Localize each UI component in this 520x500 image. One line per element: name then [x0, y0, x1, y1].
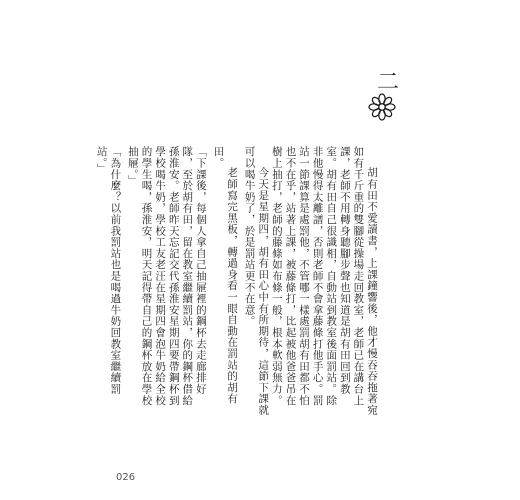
dialogue: 「為什麼？以前我罰站也是喝過牛奶回教室繼續罰站。」: [95, 146, 122, 395]
flower-icon: [367, 92, 397, 122]
page-number: 026: [116, 472, 136, 483]
chapter-number: 二: [377, 70, 400, 95]
dialogue: 「下課後，每個人拿自己抽屜裡的鋼杯去走廊排好隊，至於胡有田，留在教室繼續罰站，你的鋼杯借給孫淮安。老師昨天忘記交代孫淮安星期四要帶鋼杯到學校喝牛奶，學校工友老汪在星期四會泡牛奶給全校的學生喝，孫淮安，明天記得帶自己的鋼杯放在學校抽屜。」: [126, 146, 207, 406]
paragraph: 胡有田不愛讀書，上課鐘響後，他才慢吞吞拖著宛如有千斤重的雙腳從操場走回教室，老師已在講台上課，老師不用轉身聽腳步聲也知道是胡有田回到教室。胡有田自己很識相，自動站到教室後面罰站。除非他慢得太離譜，否則老師不會拿藤條打他手心。罰站一節課算是處罰他，不管哪一樣處罰胡有田都不怕也不在乎，站著上課，被藤條打，比起被他爸爸吊在樹上抽打，老師的藤條如布條一般，根本軟弱無力。: [270, 146, 378, 416]
paragraph: 今天是星期四，胡有田心中有所期待，這節下課就可以喝牛奶了，於是罰站更不在意。: [243, 146, 270, 416]
paragraph: 老師寫完黑板，轉過身看一眼自動在罰站的胡有田。: [212, 146, 239, 405]
body-text: [95, 146, 378, 416]
